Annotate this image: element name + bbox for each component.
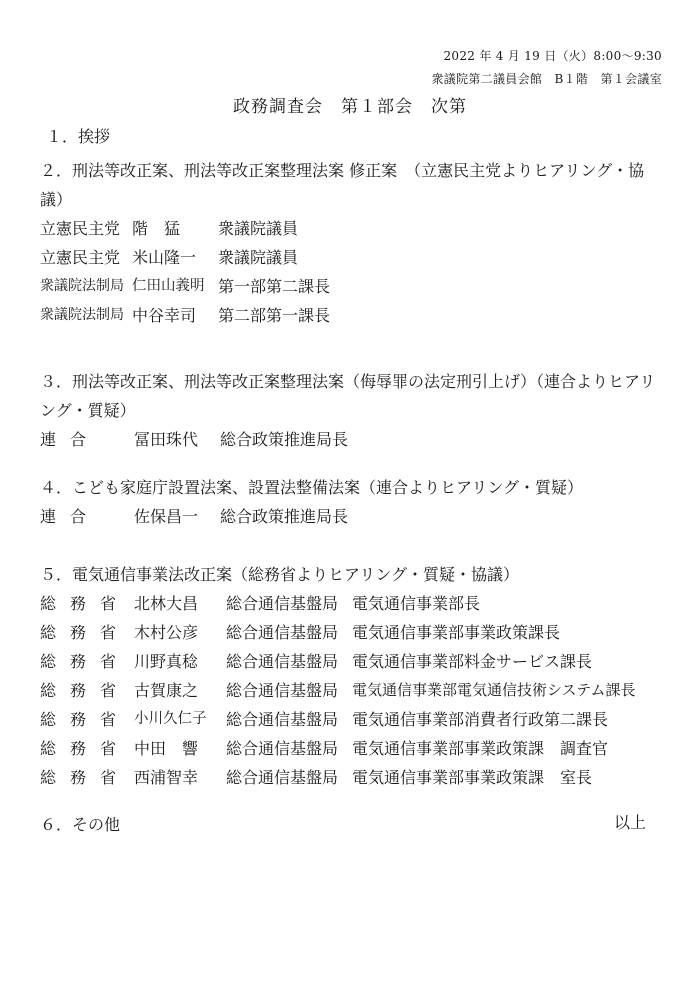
attendee-name: 中田 響	[134, 739, 199, 758]
attendee-name: 小川久仁子	[134, 711, 207, 727]
attendee-dept: 電気通信事業部電気通信技術システム課長	[352, 681, 636, 699]
attendee-row	[40, 272, 660, 301]
attendee-row	[40, 618, 670, 647]
closing-mark: 以上	[613, 813, 646, 832]
agenda-item-5	[40, 560, 670, 792]
attendee-bureau: 総合通信基盤局	[226, 710, 339, 729]
attendee-dept: 電気通信事業部消費者行政第二課長	[352, 710, 609, 729]
attendee-bureau: 総合通信基盤局	[226, 739, 339, 758]
attendee-role: 衆議院議員	[218, 248, 299, 267]
attendee-org: 総務省	[40, 623, 131, 642]
attendee-dept: 電気通信事業部事業政策課 室長	[352, 768, 593, 787]
attendee-org: 総務省	[40, 594, 131, 613]
agenda-item-3-heading: ３．刑法等改正案、刑法等改正案整理法案（侮辱罪の法定刑引上げ）（連合よりヒアリング・質疑）	[40, 372, 656, 420]
attendee-row	[40, 647, 670, 676]
attendee-row	[40, 763, 670, 792]
agenda-item-2-heading: ２．刑法等改正案、刑法等改正案整理法案 修正案 （立憲民主党よりヒアリング・協議）	[40, 161, 645, 209]
attendee-org: 立憲民主党	[40, 219, 121, 238]
attendee-bureau: 総合通信基盤局	[226, 623, 339, 642]
attendee-row	[40, 425, 660, 454]
attendee-name: 西浦智幸	[134, 768, 199, 787]
agenda-item-4	[40, 473, 660, 531]
attendee-name: 川野真稔	[134, 652, 199, 671]
attendee-dept: 電気通信事業部長	[352, 594, 481, 613]
attendee-org: 連合	[40, 507, 101, 526]
attendee-role: 第二部第一課長	[218, 306, 331, 325]
attendee-row	[40, 589, 670, 618]
attendee-row	[40, 676, 670, 705]
attendee-row	[40, 301, 660, 330]
agenda-item-3	[40, 367, 660, 454]
attendee-bureau: 総合通信基盤局	[226, 768, 339, 787]
attendee-name: 冨田珠代	[134, 430, 199, 449]
attendee-dept: 電気通信事業部事業政策課長	[352, 623, 561, 642]
attendee-row	[40, 705, 670, 734]
meeting-datetime: 2022 年 4 月 19 日（火）8:00～9:30	[443, 49, 662, 63]
attendee-org: 総務省	[40, 652, 131, 671]
meeting-location: 衆議院第二議員会館 B１階 第１会議室	[431, 72, 662, 86]
attendee-org: 衆議院法制局	[40, 307, 124, 323]
agenda-item-1	[46, 122, 660, 151]
agenda-item-6-heading: ６．その他	[40, 815, 121, 834]
agenda-item-2	[40, 156, 660, 330]
attendee-org: 連合	[40, 430, 101, 449]
attendee-bureau: 総合通信基盤局	[226, 594, 339, 613]
agenda-item-5-heading: ５．電気通信事業法改正案（総務省よりヒアリング・質疑・協議）	[40, 565, 520, 584]
attendee-role: 衆議院議員	[218, 219, 299, 238]
attendee-org: 衆議院法制局	[40, 278, 124, 294]
attendee-org: 総務省	[40, 681, 131, 700]
agenda-item-4-heading: ４．こども家庭庁設置法案、設置法整備法案（連合よりヒアリング・質疑）	[40, 478, 584, 497]
attendee-dept: 電気通信事業部料金サービス課長	[352, 652, 593, 671]
attendee-role: 第一部第二課長	[218, 277, 331, 296]
attendee-row	[40, 502, 660, 531]
attendee-row	[40, 243, 660, 272]
agenda-item-6	[40, 810, 660, 839]
attendee-name: 北林大昌	[134, 594, 199, 613]
attendee-name: 仁田山義明	[132, 278, 205, 294]
attendee-name: 米山隆一	[132, 248, 197, 267]
attendee-org: 立憲民主党	[40, 248, 121, 267]
attendee-org: 総務省	[40, 710, 131, 729]
attendee-name: 木村公彦	[134, 623, 199, 642]
attendee-bureau: 総合通信基盤局	[226, 681, 339, 700]
attendee-bureau: 総合通信基盤局	[226, 652, 339, 671]
agenda-item-1-heading: １．挨拶	[46, 127, 111, 146]
attendee-row	[40, 734, 670, 763]
attendee-name: 古賀康之	[134, 681, 199, 700]
attendee-dept: 電気通信事業部事業政策課 調査官	[352, 739, 609, 758]
attendee-role: 総合政策推進局長	[220, 430, 349, 449]
attendee-org: 総務省	[40, 739, 131, 758]
attendee-row	[40, 214, 660, 243]
attendee-name: 中谷幸司	[132, 306, 197, 325]
attendee-name: 階 猛	[132, 219, 181, 238]
attendee-org: 総務省	[40, 768, 131, 787]
attendee-role: 総合政策推進局長	[220, 507, 349, 526]
attendee-name: 佐保昌一	[134, 507, 199, 526]
document-title: 政務調査会 第１部会 次第	[233, 97, 467, 117]
